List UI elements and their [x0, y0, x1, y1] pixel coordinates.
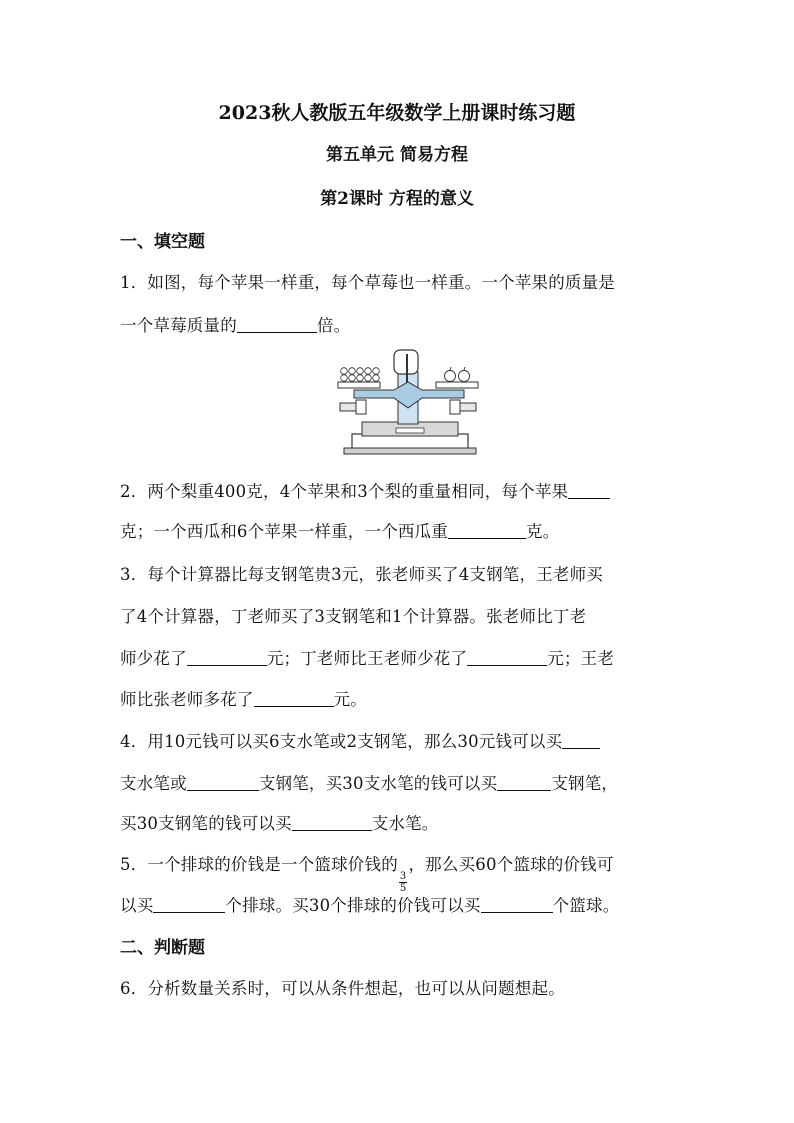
- q2-text-c: 克。: [526, 522, 560, 541]
- q3-line3: [120, 645, 614, 669]
- q5-text-a: 5．一个排球的价钱是一个篮球价钱的: [120, 855, 398, 874]
- q1-line1: 1．如图，每个苹果一样重，每个草莓也一样重。一个苹果的质量是: [120, 273, 615, 292]
- q3-text-a: 师少花了: [120, 649, 187, 668]
- q2-line1: [120, 478, 610, 502]
- q2-watermelon-blank[interactable]: [448, 522, 526, 539]
- q3-line4: [120, 686, 367, 710]
- q3-blank-2[interactable]: [467, 649, 547, 666]
- q3-blank-1[interactable]: [187, 649, 267, 666]
- q4-line3: [120, 810, 439, 834]
- q5-text-d: 个排球。买30个排球的价钱可以买: [225, 896, 481, 915]
- right-pan: [436, 382, 478, 388]
- unit-title: 第五单元 简易方程: [326, 145, 468, 165]
- q4-text-a: 4．用10元钱可以买6支水笔或2支钢笔，那么30元钱可以买: [120, 732, 563, 751]
- q3-text-c: 元；王老: [547, 649, 615, 668]
- q5-text-b: ，那么买60个篮球的价钱可: [408, 855, 614, 874]
- q1-answer-blank[interactable]: [237, 316, 317, 333]
- left-pan: [338, 382, 380, 388]
- fraction-numerator: 3: [399, 871, 407, 882]
- q4-text-f: 支水笔。: [371, 814, 439, 833]
- q5-blank-2[interactable]: [481, 896, 553, 913]
- q3-text-e: 元。: [333, 690, 368, 709]
- q5-fraction: [399, 871, 408, 894]
- q2-text-a: 2．两个梨重400克，4个苹果和3个梨的重量相同，每个苹果: [120, 482, 569, 501]
- q4-text-b: 支水笔或: [120, 774, 187, 793]
- q4-text-d: 支钢笔，: [551, 774, 619, 793]
- balance-scale-illustration: [334, 342, 482, 457]
- q5-line2: [120, 892, 619, 916]
- apples: [445, 367, 470, 382]
- q4-text-c: 支钢笔，买30支水笔的钱可以买: [258, 774, 498, 793]
- q4-blank-4[interactable]: [292, 814, 372, 831]
- q3-line2: 了4个计算器，丁老师买了3支钢笔和1个计算器。张老师比丁老: [120, 607, 587, 626]
- section-true-false: 二、判断题: [120, 938, 205, 958]
- q2-text-b: 克；一个西瓜和6个苹果一样重，一个西瓜重: [120, 522, 448, 541]
- q4-text-e: 买30支钢笔的钱可以买: [120, 814, 292, 833]
- q1-text-b: 倍。: [316, 316, 351, 335]
- q6-line1: 6．分析数量关系时，可以从条件想起，也可以从问题想起。: [120, 979, 565, 998]
- q3-line1: 3．每个计算器比每支钢笔贵3元，张老师买了4支钢笔，王老师买: [120, 565, 603, 584]
- q4-blank-1[interactable]: [562, 732, 600, 749]
- section-fill-blank: 一、填空题: [120, 232, 205, 252]
- q3-text-b: 元；丁老师比王老师少花了: [266, 649, 468, 668]
- strawberries: [341, 368, 380, 382]
- q5-text-e: 个篮球。: [552, 896, 620, 915]
- q5-blank-1[interactable]: [153, 896, 225, 913]
- q4-line1: [120, 728, 600, 752]
- q4-line2: [120, 770, 618, 794]
- q4-blank-2[interactable]: [187, 774, 259, 791]
- q2-apple-blank[interactable]: [568, 482, 610, 499]
- q3-text-d: 师比张老师多花了: [120, 690, 254, 709]
- balance-scale-figure: [334, 342, 482, 457]
- q4-blank-3[interactable]: [497, 774, 551, 791]
- q5-text-c: 以买: [120, 896, 154, 915]
- q1-text-a: 一个草莓质量的: [120, 316, 237, 335]
- lesson-title: 第2课时 方程的意义: [320, 189, 474, 209]
- q2-line2: [120, 518, 559, 542]
- fraction-denominator: 5: [399, 883, 407, 894]
- q5-line1: [120, 851, 614, 894]
- page-title: 2023秋人教版五年级数学上册课时练习题: [218, 102, 576, 124]
- q3-blank-3[interactable]: [254, 690, 334, 707]
- q1-line2: [120, 312, 350, 336]
